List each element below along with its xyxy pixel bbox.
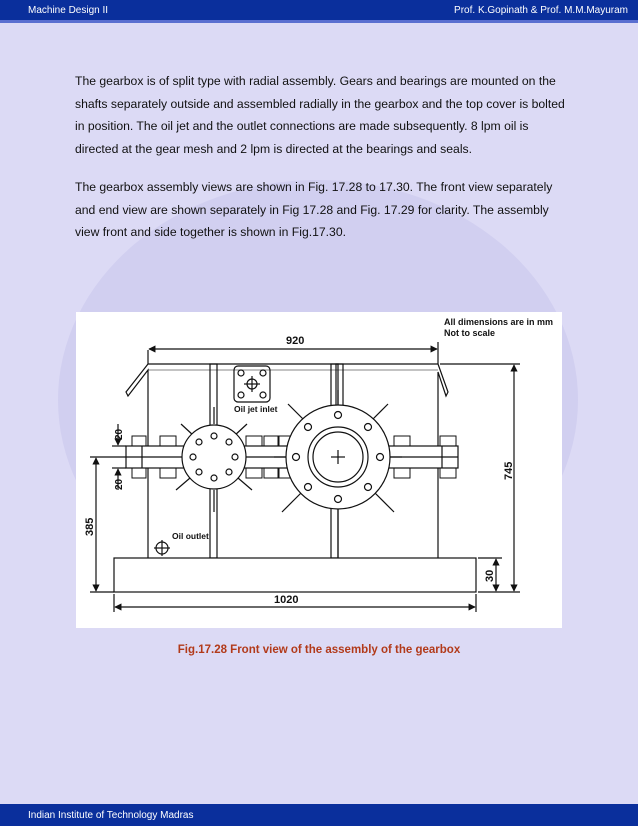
page-header: [0, 0, 638, 20]
pinion-bearing-cover: [176, 407, 252, 512]
gear-bearing-cover: [274, 390, 402, 558]
dimension-20-top: 20: [114, 428, 125, 440]
header-course-title: Machine Design II: [28, 4, 109, 16]
oil-jet-inlet-label: Oil jet inlet: [234, 404, 278, 414]
note-line-1: All dimensions are in mm: [444, 317, 554, 327]
note-line-2: Not to scale: [444, 328, 496, 338]
header-authors: Prof. K.Gopinath & Prof. M.M.Mayuram: [454, 4, 628, 16]
oil-outlet-label: Oil outlet: [172, 531, 209, 541]
footer-institute: Indian Institute of Technology Madras: [28, 809, 194, 821]
gearbox-base: [114, 558, 476, 592]
dimension-1020: 1020: [274, 594, 299, 606]
paragraph-1: The gearbox is of split type with radial assembly. Gears and bearings are mounted on the shafts separately outside and assembled radially in the gearbox and the top cover is bolted in position. The oil jet and the outlet connections are made subsequently. 8 lpm oil is directed at the gear mesh and 2 lpm is directed at the bearings and seals.: [75, 74, 565, 156]
dimension-20-bottom: 20: [114, 478, 125, 490]
oil-outlet: [154, 540, 170, 556]
body-text: [75, 70, 575, 260]
gearbox-front-view-figure: [76, 312, 562, 628]
figure-caption: Fig.17.28 Front view of the assembly of the gearbox: [177, 644, 461, 656]
dimension-920: 920: [286, 335, 305, 347]
dimension-385: 385: [84, 517, 96, 536]
dimension-745: 745: [503, 461, 515, 480]
paragraph-2: The gearbox assembly views are shown in Fig. 17.28 to 17.30. The front view separately and end view are shown separately in Fig 17.28 and Fig. 17.29 for clarity. The assembly view front and side together is shown in Fig.17.30.: [75, 180, 553, 239]
oil-jet-inlet: [234, 366, 270, 402]
dimension-30: 30: [484, 569, 496, 582]
gearbox-drawing: [76, 312, 562, 628]
page-footer: [0, 804, 638, 826]
